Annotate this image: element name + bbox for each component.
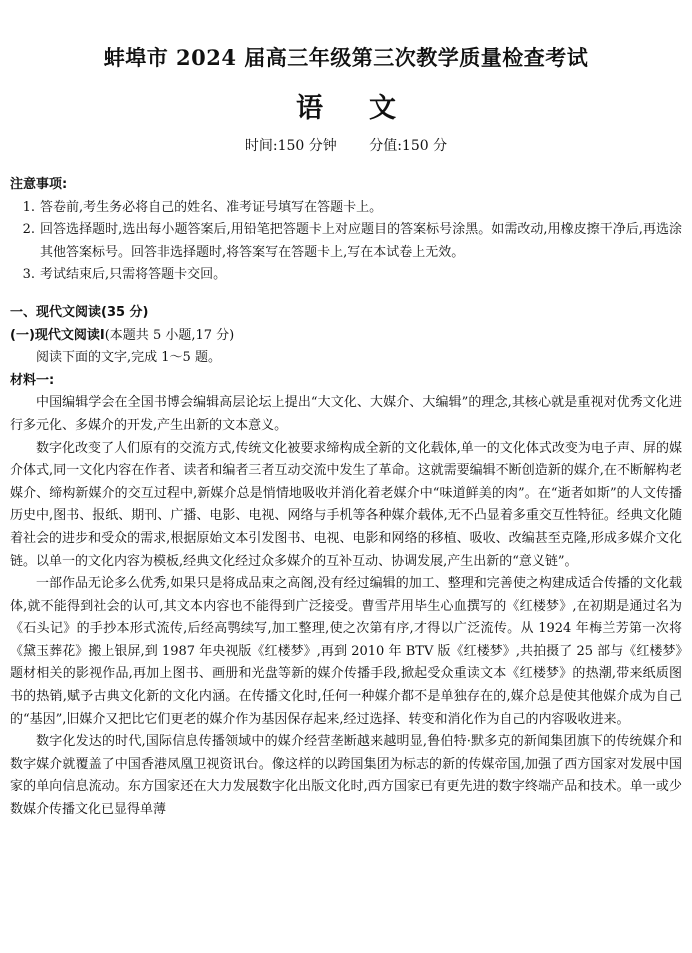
passage-paragraph: 数字化改变了人们原有的交流方式,传统文化被要求缔构成全新的文化载体,单一的文化体式改变为电子声、屏的媒介体式,同一文化内容在作者、读者和编者三者互动交流中发生了革命。这就需要编辑不断创造新的媒介,在不断解构老媒介、缔构新媒介的交互过程中,新媒介总是悄情地吸收并消化着老媒介中“味道鲜美的肉”。在“逝者如斯”的人文传播历史中,图书、报纸、期刊、广播、电影、电视、网络与手机等各种媒介载体,无不凸显着多重交互性特征。经典文化随着社会的进步和受众的需求,根据原始文本引发图书、电视、电影和网络的移植、吸收、改编甚至克隆,形成多媒介文化链。以单一的文化内容为模板,经典文化经过众多媒介的互补互动、协调发展,产生出新的“意义链”。: [10, 440, 682, 569]
exam-score: 分值:150 分: [369, 138, 448, 154]
notice-item: [10, 264, 682, 287]
notice-item-text: 回答选择题时,选出每小题答案后,用铅笔把答题卡上对应题目的答案标号涂黑。如需改动,用橡皮擦干净后,再选涂其他答案标号。回答非选择题时,将答案写在答题卡上,写在本试卷上无效。: [40, 222, 682, 260]
exam-time: 时间:150 分钟: [244, 138, 337, 154]
notice-item-number: 2.: [22, 222, 35, 238]
passage-paragraph: 中国编辑学会在全国书博会编辑高层论坛上提出“大文化、大媒介、大编辑”的理念,其核心就是重视对优秀文化进行多元化、多媒介的开发,产生出新的文本意义。: [10, 395, 682, 433]
notice-heading: 注意事项:: [10, 177, 68, 192]
notice-item: [10, 197, 682, 220]
exam-title: 蚌埠市 2024 届高三年级第三次教学质量检查考试: [103, 45, 589, 70]
reading-instruction: 阅读下面的文字,完成 1～5 题。: [36, 350, 221, 366]
notice-list: [10, 197, 682, 287]
notice-item-number: 3.: [22, 267, 35, 283]
passage-paragraph: 一部作品无论多么优秀,如果只是将成品束之高阁,没有经过编辑的加工、整理和完善使之构建成适合传播的文化载体,就不能得到社会的认可,其文本内容也不能得到广泛接受。曹雪芹用毕生心血撰写的《红楼梦》,在初期是通过名为《石头记》的手抄本形式流传,后经高鹗续写,加工整理,使之次第有序,才得以广泛流传。从 1924 年梅兰芳第一次将《黛玉葬花》搬上银屏,到 1987 年央视版《红楼梦》,再到 2010 年 BTV 版《红楼梦》,共拍摄了 25 部与《红楼梦》题材相关的影视作品,再加上图书、画册和光盘等新的媒介传播手段,掀起受众重读文本《红楼梦》的热潮,带来纸质图书的热销,赋予古典文化新的文化内涵。在传播文化时,任何一种媒介都不是单独存在的,媒介总是使其他媒介成为自己的“基因”,旧媒介又把比它们更老的媒介作为基因保存起来,经过选择、转变和消化作为自己的内容吸收进来。: [10, 576, 682, 727]
notice-item-text: 考试结束后,只需将答题卡交回。: [40, 267, 227, 283]
sub-section-note: (本题共 5 小题,17 分): [104, 327, 235, 343]
exam-content: [10, 174, 682, 822]
sub-section-heading: [10, 325, 682, 348]
notice-item-text: 答卷前,考生务必将自己的姓名、准考证号填写在答题卡上。: [40, 199, 383, 215]
exam-meta: [0, 135, 692, 155]
subject-title: 语文: [296, 93, 442, 124]
material-label: 材料一:: [10, 372, 55, 388]
passage-paragraph: 数字化发达的时代,国际信息传播领域中的媒介经营垄断越来越明显,鲁伯特·默多克的新闻集团旗下的传统媒介和数字媒介就覆盖了中国香港凤凰卫视资讯台。像这样的以跨国集团为标志的新的传媒帝国,加强了西方国家对发展中国家的单向信息流动。东方国家还在大力发展数字化出版文化时,西方国家已有更先进的数字终端产品和技术。单一或少数媒介传播文化已显得单薄: [10, 734, 682, 818]
notice-item-number: 1.: [22, 199, 35, 215]
sub-section-title: (一)现代文阅读Ⅰ: [10, 327, 105, 343]
section-heading: 一、现代文阅读(35 分): [10, 304, 149, 320]
notice-item: [10, 219, 682, 264]
